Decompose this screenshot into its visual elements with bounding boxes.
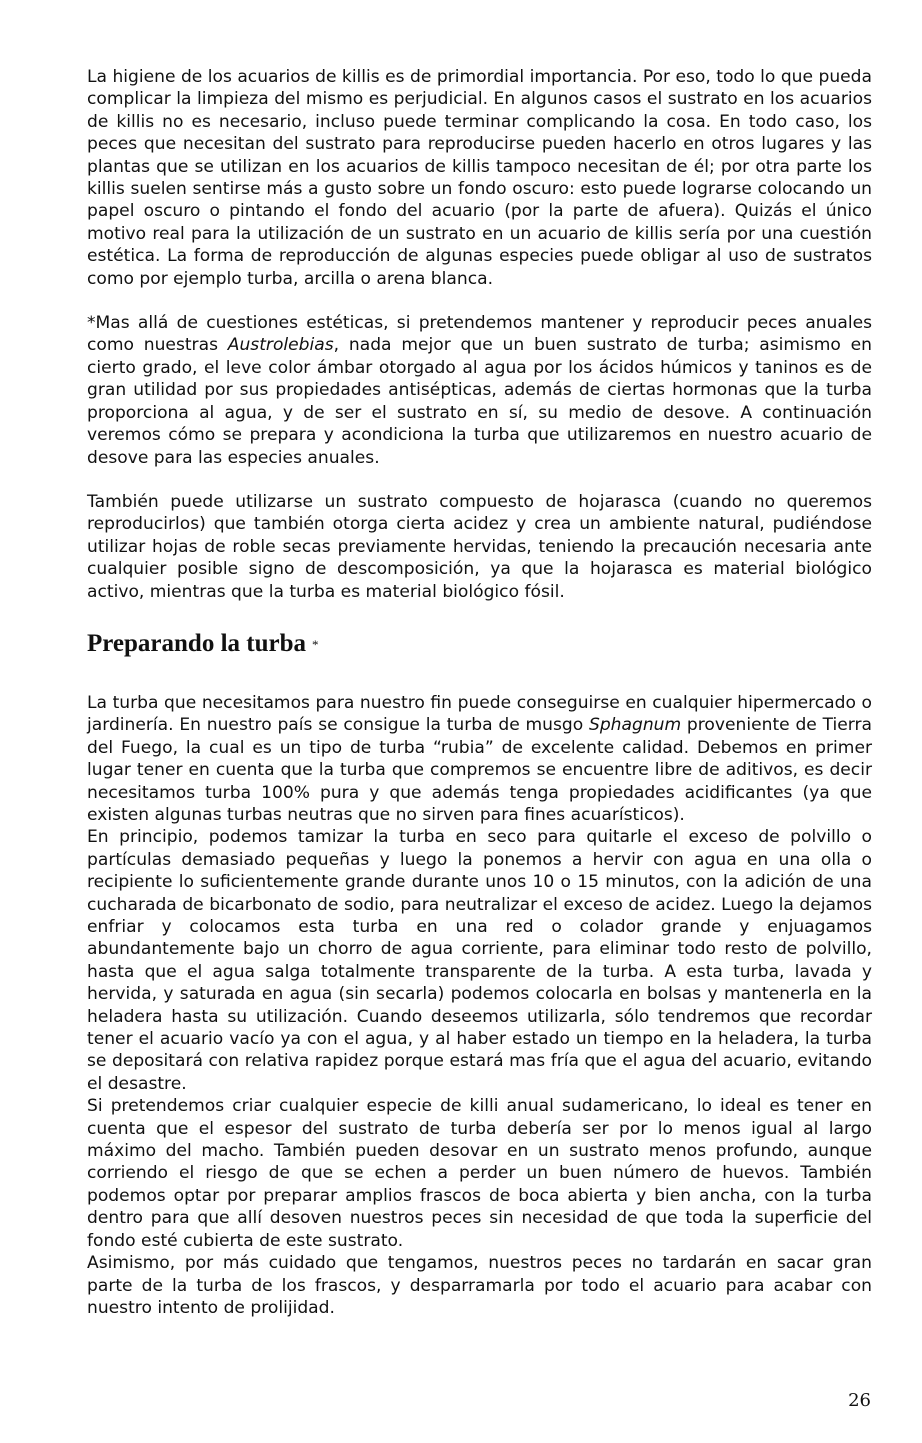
paragraph-substrate-hygiene: La higiene de los acuarios de killis es de primordial importancia. Por eso, todo lo que pueda complicar la limpieza del mismo es perjudicial. En algunos casos el sustrato en los acuarios de killis no es necesario, incluso puede terminar complicando la cosa. En todo caso, los peces que necesitan del sustrato para reproducirse pueden hacerlo en otros lugares y las plantas que se utilizan en los acuarios de killis tampoco necesitan de él; por otra parte los killis suelen sentirse más a gusto sobre un fondo oscuro: esto puede lograrse colocando un papel oscuro o pintando el fondo del acuario (por la parte de afuera). Quizás el único motivo real para la utilización de un sustrato en un acuario de killis sería por una cuestión estética. La forma de reproducción de algunas especies puede obligar al uso de sustratos como por ejemplo turba, arcilla o arena blanca. [87, 67, 872, 289]
page-number: 26 [848, 1390, 871, 1411]
heading-footnote-asterisk: * [312, 636, 319, 652]
paragraph-text: proveniente de Tierra del Fuego, la cual es un tipo de turba “rubia” de excelente calidad. Debemos en primer lugar tener en cuenta que la turba que compremos se encuentre libre de aditivos, es decir necesitamos turba 100% pura y que además tenga propiedades acidificantes (ya que existen algunas turbas neutras que no sirven para fines acuarísticos). [87, 715, 872, 825]
paragraph-text: *Mas allá de cuestiones estéticas, si pretendemos mantener y reproducir peces anuales como nuestras [87, 313, 872, 356]
paragraph-leaf-litter: También puede utilizarse un sustrato compuesto de hojarasca (cuando no queremos reproducirlos) que también otorga cierta acidez y crea un ambiente natural, pudiéndose utilizar hojas de roble secas previamente hervidas, teniendo la precaución necesaria ante cualquier posible signo de descomposición, ya que la hojarasca es material biológico activo, mientras que la turba es material biológico fósil. [87, 491, 872, 602]
paragraph-peat-benefits [87, 312, 872, 469]
moss-name-italic: Sphagnum [588, 715, 682, 736]
paragraph-preparation-steps: En principio, podemos tamizar la turba en seco para quitarle el exceso de polvillo o partículas demasiado pequeñas y luego la ponemos a hervir con agua en una olla o recipiente lo suficientemente grande durante unos 10 o 15 minutos, con la adición de una cucharada de bicarbonato de sodio, para neutralizar el exceso de acidez. Luego la dejamos enfriar y colocamos esta turba en una red o colador grande y enjuagamos abundantemente bajo un chorro de agua corriente, para eliminar todo resto de polvillo, hasta que el agua salga totalmente transparente de la turba. A esta turba, lavada y hervida, y saturada en agua (sin secarla) podemos colocarla en bolsas y mantenerla en la heladera hasta su utilización. Cuando deseemos utilizarla, sólo tendremos que recordar tener el acuario vacío ya con el agua, y al haber estado un tiempo en la heladera, la turba se depositará con relativa rapidez porque estará mas fría que el agua del acuario, evitando el desastre. [87, 827, 872, 1094]
paragraph-text: , nada mejor que un buen sustrato de turba; asimismo en cierto grado, el leve color ámbar otorgado al agua por los ácidos húmicos y taninos es de gran utilidad por sus propiedades antisépticas, además de ciertas hormonas que la turba proporciona al agua, y de ser el sustrato en sí, su medio de desove. A continuación veremos cómo se prepara y acondiciona la turba que utilizaremos en nuestro acuario de desove para las especies anuales. [87, 335, 872, 468]
paragraph-buying-peat [87, 692, 872, 826]
page-content [87, 66, 872, 1319]
paragraph-text: La turba que necesitamos para nuestro fin puede conseguirse en cualquier hipermercado o jardinería. En nuestro país se consigue la turba de musgo [87, 692, 872, 736]
species-name-italic: Austrolebias [227, 335, 334, 356]
section-heading [87, 629, 872, 660]
paragraph-substrate-depth: Si pretendemos criar cualquier especie de killi anual sudamericano, lo ideal es tener en cuenta que el espesor del sustrato de turba debería ser por lo menos igual al largo máximo del macho. También pueden desovar en un sustrato menos profundo, aunque corriendo el riesgo de que se echen a perder un buen número de huevos. También podemos optar por preparar amplios frascos de boca abierta y bien ancha, con la turba dentro para que allí desoven nuestros peces sin necesidad de que toda la superficie del fondo esté cubierta de este sustrato. [87, 1096, 872, 1251]
section-heading-title: Preparando la turba [87, 629, 306, 657]
paragraph-closing-note: Asimismo, por más cuidado que tengamos, nuestros peces no tardarán en sacar gran parte de la turba de los frascos, y desparramarla por todo el acuario para acabar con nuestro intento de prolijidad. [87, 1253, 872, 1318]
